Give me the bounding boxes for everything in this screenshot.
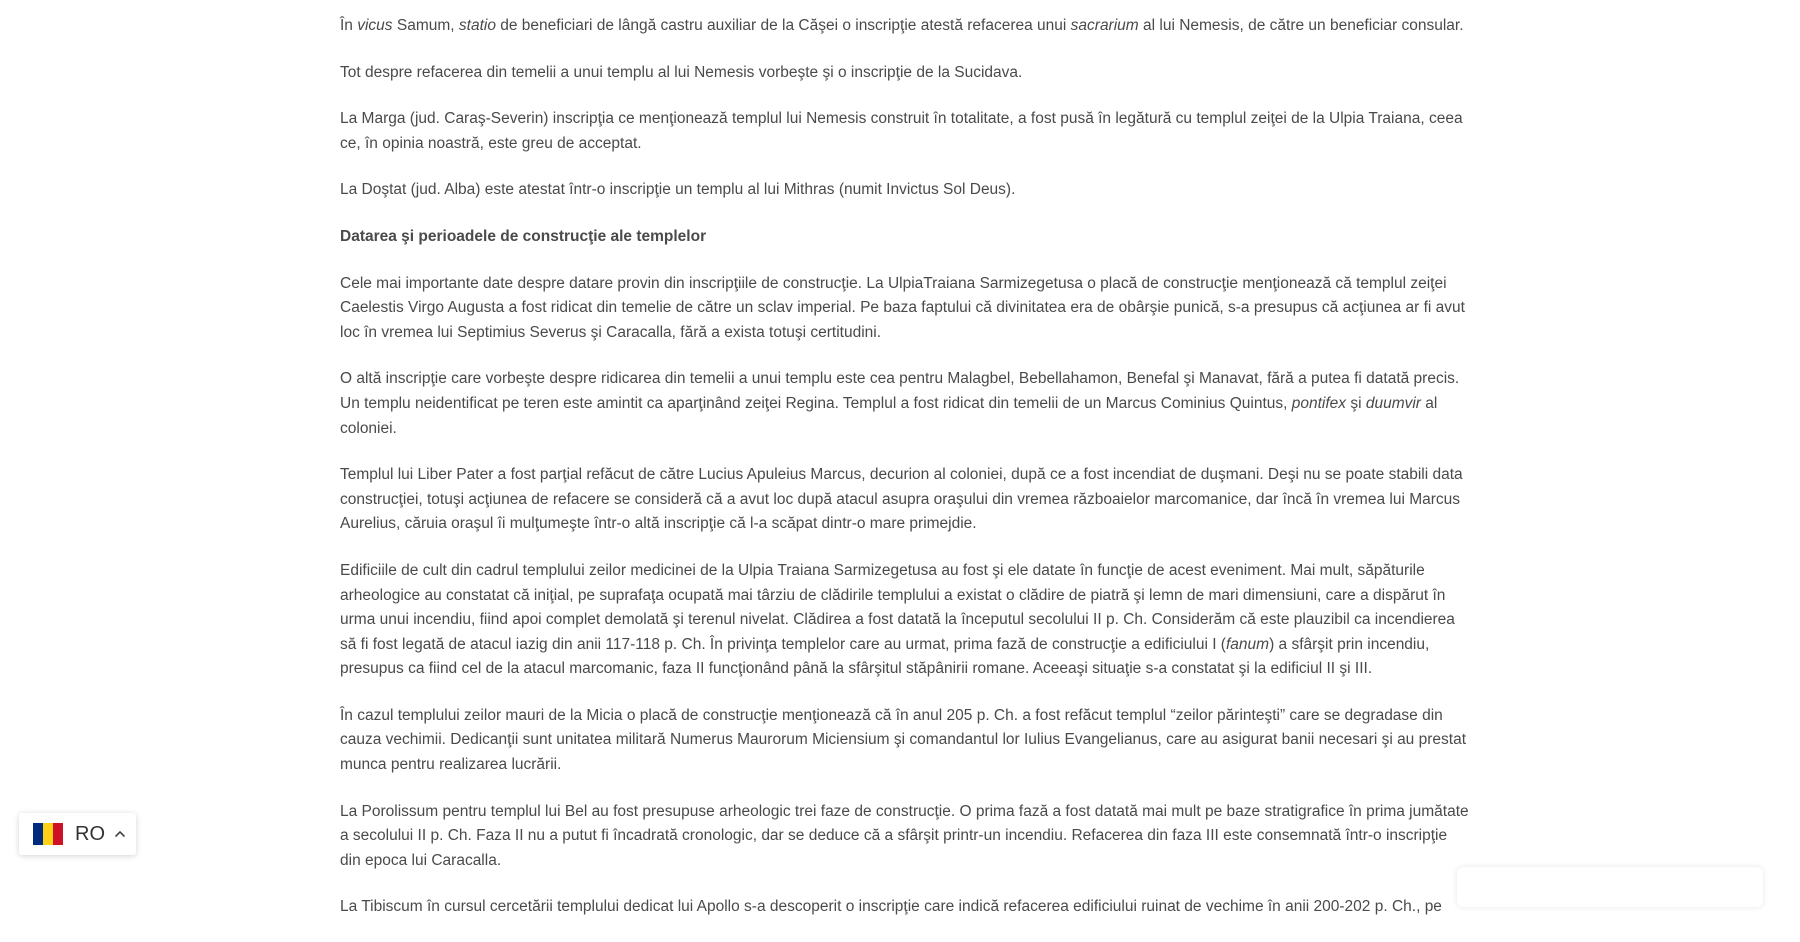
emphasis: statio (458, 17, 496, 34)
language-switcher[interactable] (19, 813, 136, 855)
chevron-up-icon (113, 827, 127, 841)
emphasis: sacrarium (1070, 17, 1139, 34)
paragraph: Tot despre refacerea din temelii a unui templu al lui Nemesis vorbeşte şi o inscripţie de la Sucidava. (340, 63, 1023, 81)
paragraph: Templul lui Liber Pater a fost parţial refăcut de către Lucius Apuleius Marcus, decurion al coloniei, după ce a fost incendiat de duşmani. Deşi nu se poate stabili data construcţiei, totuşi acţiunea de refacere se consideră că a avut loc după atacul asupra oraşului din vremea războaielor marcomanice, dar încă în vremea lui Marcus Aurelius, căruia oraşul îi mulţumeşte într-o altă inscripţie că l-a scăpat dintr-o mare primejdie. (340, 466, 1463, 533)
paragraph: La Marga (jud. Caraş-Severin) inscripţia ce menţionează templul lui Nemesis construit în totalitate, a fost pusă în legătură cu templul zeiţei de la Ulpia Traiana, ceea ce, în opinia noastră, este greu de acceptat. (340, 110, 1463, 152)
article-body (340, 14, 1470, 942)
paragraph: Edificiile de cult din cadrul templului zeilor medicinei de la Ulpia Traiana Sarmizegetusa au fost şi ele datate în funcţie de acest eveniment. Mai mult, săpăturile arheologice au constatat că iniţial, pe suprafaţa ocupată mai târziu de clădirile templului a existat o clădire de piatră şi lemn de mari dimensiuni, care a dispărut în urma unui incendiu, fiind apoi complet demolată şi terenul nivelat. Clădirea a fost datată la începutul secolului II p. Ch. Considerăm că este plauzibil ca incendierea să fi fost legată de atacul iazig din anii 117-118 p. Ch. În privinţa templelor care au urmat, prima fază de construcţie a edificiului I (fanum) a sfârşit prin incendiu, presupus ca fiind cel de la atacul marcomanic, faza II funcţionând până la sfârşitul stăpânirii romane. Aceeaşi situaţie s-a constatat şi la edificiul II şi III. (340, 561, 1455, 678)
paragraph: O altă inscripţie care vorbeşte despre ridicarea din temelii a unui templu este cea pentru Malagbel, Bebellahamon, Benefal şi Manavat, fără a putea fi datată precis. Un templu neidentificat pe teren este amintit ca aparţinând zeiţei Regina. Templul a fost ridicat din temelii de un Marcus Cominius Quintus, pontifex şi duumvir al coloniei. (340, 370, 1460, 437)
paragraph: La Doştat (jud. Alba) este atestat într-o inscripţie un templu al lui Mithras (numit Invictus Sol Deus). (340, 181, 1016, 199)
section-heading: Datarea şi perioadele de construcţie ale templelor (340, 227, 707, 245)
paragraph: La Tibiscum în cursul cercetării templului dedicat lui Apollo s-a descoperit o inscripţie care indică refacerea edificiului ruinat de vechime în anii 200-202 p. Ch., pe (340, 898, 1442, 916)
romania-flag-icon (33, 823, 63, 845)
emphasis: vicus (357, 17, 393, 34)
paragraph: În cazul templului zeilor mauri de la Micia o placă de construcţie menţionează că în anul 205 p. Ch. a fost refăcut templul “zeilor părinteşti” care se degradase din cauza vechimii. Dedicanţii sunt unitatea militară Numerus Maurorum Miciensium şi comandantul lor Iulius Evangelianus, care au asigurat banii necesari şi au prestat munca pentru realizarea lucrării. (340, 706, 1466, 774)
floating-widget[interactable] (1457, 867, 1763, 907)
language-label: RO (75, 822, 105, 845)
paragraph: Cele mai importante date despre datare provin din inscripţiile de construcţie. La UlpiaTraiana Sarmizegetusa o placă de construcţie menţionează că templul zeiţei Caelestis Virgo Augusta a fost ridicat din temelie de către un sclav imperial. Pe baza faptului că divinitatea era de obârşie punică, s-a presupus că acţiunea ar fi avut loc în vremea lui Septimius Severus şi Caracalla, fără a exista totuşi certitudini. (340, 274, 1465, 341)
emphasis: pontifex (1291, 394, 1347, 412)
paragraph: La Porolissum pentru templul lui Bel au fost presupuse arheologic trei faze de construcţie. O prima fază a fost datată mai mult pe baze stratigrafice în prima jumătate a secolului II p. Ch. Faza II nu a putut fi încadrată cronologic, dar se deduce că a sfârşit printr-un incendiu. Refacerea din faza III este consemnată într-o inscripţie din epoca lui Caracalla. (340, 802, 1469, 869)
paragraph: În vicus Samum, statio de beneficiari de lângă castru auxiliar de la Căşei o inscripţie atestă refacerea unui sacrarium al lui Nemesis, de către un beneficiar consular. (340, 17, 1464, 34)
emphasis: fanum (1225, 635, 1270, 653)
emphasis: duumvir (1365, 394, 1421, 412)
